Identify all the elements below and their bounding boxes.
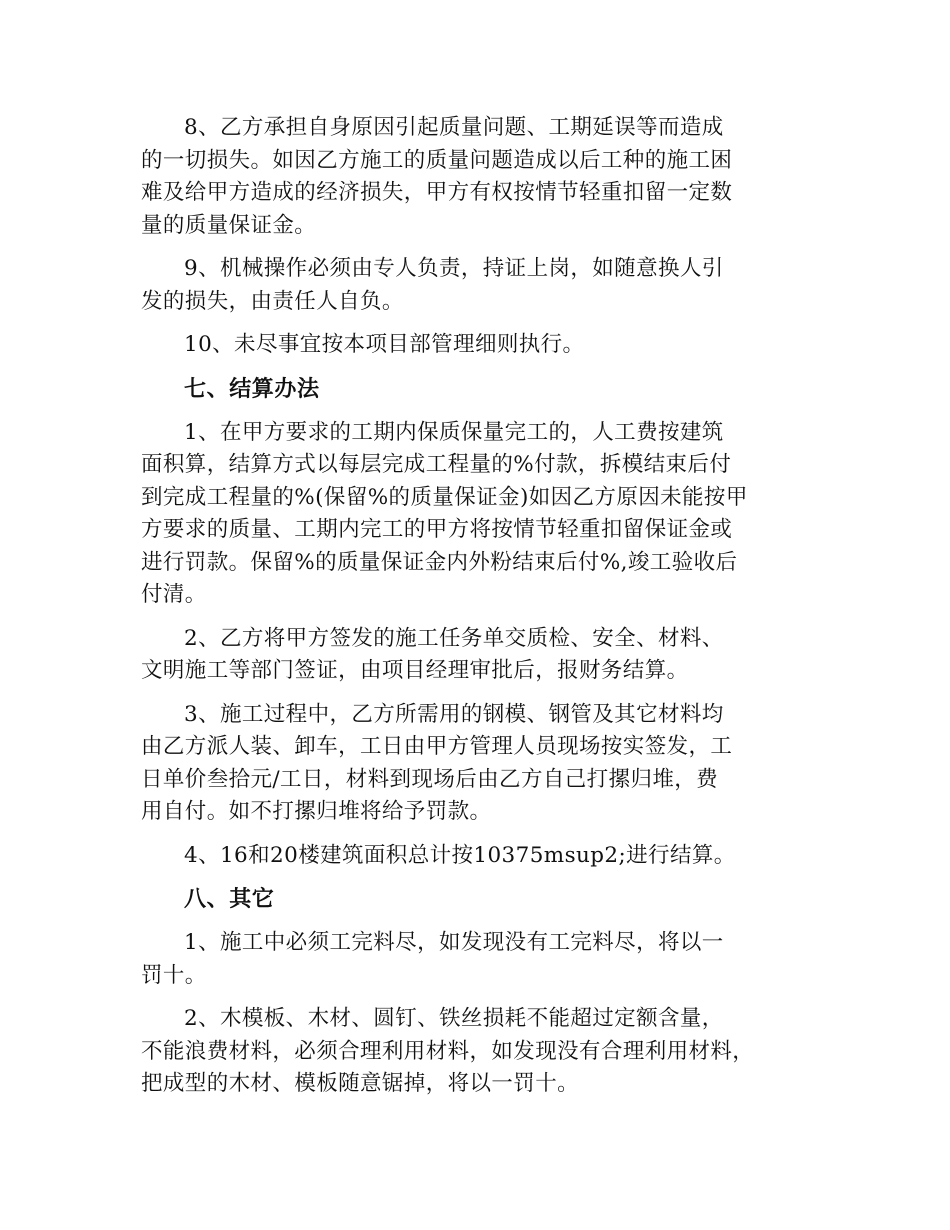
text-line: 付清。 [141, 582, 207, 607]
text-line: 9、机械操作必须由专人负责，持证上岗，如随意换人引 [184, 256, 724, 281]
text-line: 2、乙方将甲方签发的施工任务单交质检、安全、材料、 [184, 625, 724, 651]
text-line: 进行罚款。保留%的质量保证金内外粉结束后付%,竣工验收后 [141, 549, 738, 575]
paragraph-settlement-1 [141, 417, 831, 612]
text-line: 方要求的质量、工期内完工的甲方将按情节轻重扣留保证金或 [141, 517, 733, 542]
text-line: 1、施工中必须工完料尽，如发现没有工完料尽，将以一 [184, 930, 724, 955]
text-line: 到完成工程量的%(保留%的质量保证金)如因乙方原因未能按甲 [141, 484, 748, 510]
text-line: 面积算，结算方式以每层完成工程量的%付款，拆模结束后付 [141, 452, 732, 477]
paragraph-settlement-2 [141, 623, 831, 688]
text-line: 2、木模板、木材、圆钉、铁丝损耗不能超过定额含量， [184, 1006, 724, 1031]
document-page [141, 112, 831, 1112]
text-line: 日单价叁拾元/工日，材料到现场后由乙方自己打摞归堆，费 [141, 766, 719, 792]
text-line: 的一切损失。如因乙方施工的质量问题造成以后工种的施工困 [141, 147, 733, 173]
text-line: 3、施工过程中，乙方所需用的钢模、钢管及其它材料均 [184, 701, 724, 727]
text-line: 8、乙方承担自身原因引起质量问题、工期延误等而造成 [184, 115, 724, 140]
paragraph-settlement-3 [141, 699, 831, 829]
text-line: 发的损失，由责任人自负。 [141, 288, 404, 314]
text-line: 由乙方派人装、卸车，工日由甲方管理人员现场按实签发，工 [141, 734, 733, 759]
text-line: 不能浪费材料，必须合理利用材料，如发现没有合理利用材料， [141, 1038, 755, 1064]
paragraph-item-9 [141, 253, 831, 318]
text-line: 罚十。 [141, 962, 207, 988]
text-line: 文明施工等部门签证，由项目经理审批后，报财务结算。 [141, 658, 689, 683]
paragraph-item-8 [141, 112, 831, 242]
paragraph-other-1 [141, 927, 831, 992]
text-line: 难及给甲方造成的经济损失，甲方有权按情节轻重扣留一定数 [141, 180, 733, 205]
text-line: 1、在甲方要求的工期内保质保量完工的，人工费按建筑 [184, 419, 724, 445]
text-line: 量的质量保证金。 [141, 212, 317, 238]
text-line: 用自付。如不打摞归堆将给予罚款。 [141, 799, 492, 824]
paragraph-item-10 [141, 329, 831, 362]
text-line: 4、16和20楼建筑面积总计按10375msup2;进行结算。 [184, 842, 736, 868]
section-heading-other: 八、其它 [184, 886, 275, 912]
paragraph-other-2 [141, 1003, 831, 1101]
section-heading-settlement: 七、结算办法 [184, 375, 320, 402]
paragraph-settlement-4 [141, 840, 831, 873]
text-line: 10、未尽事宜按本项目部管理细则执行。 [184, 332, 585, 357]
text-line: 把成型的木材、模板随意锯掉，将以一罚十。 [141, 1071, 580, 1096]
